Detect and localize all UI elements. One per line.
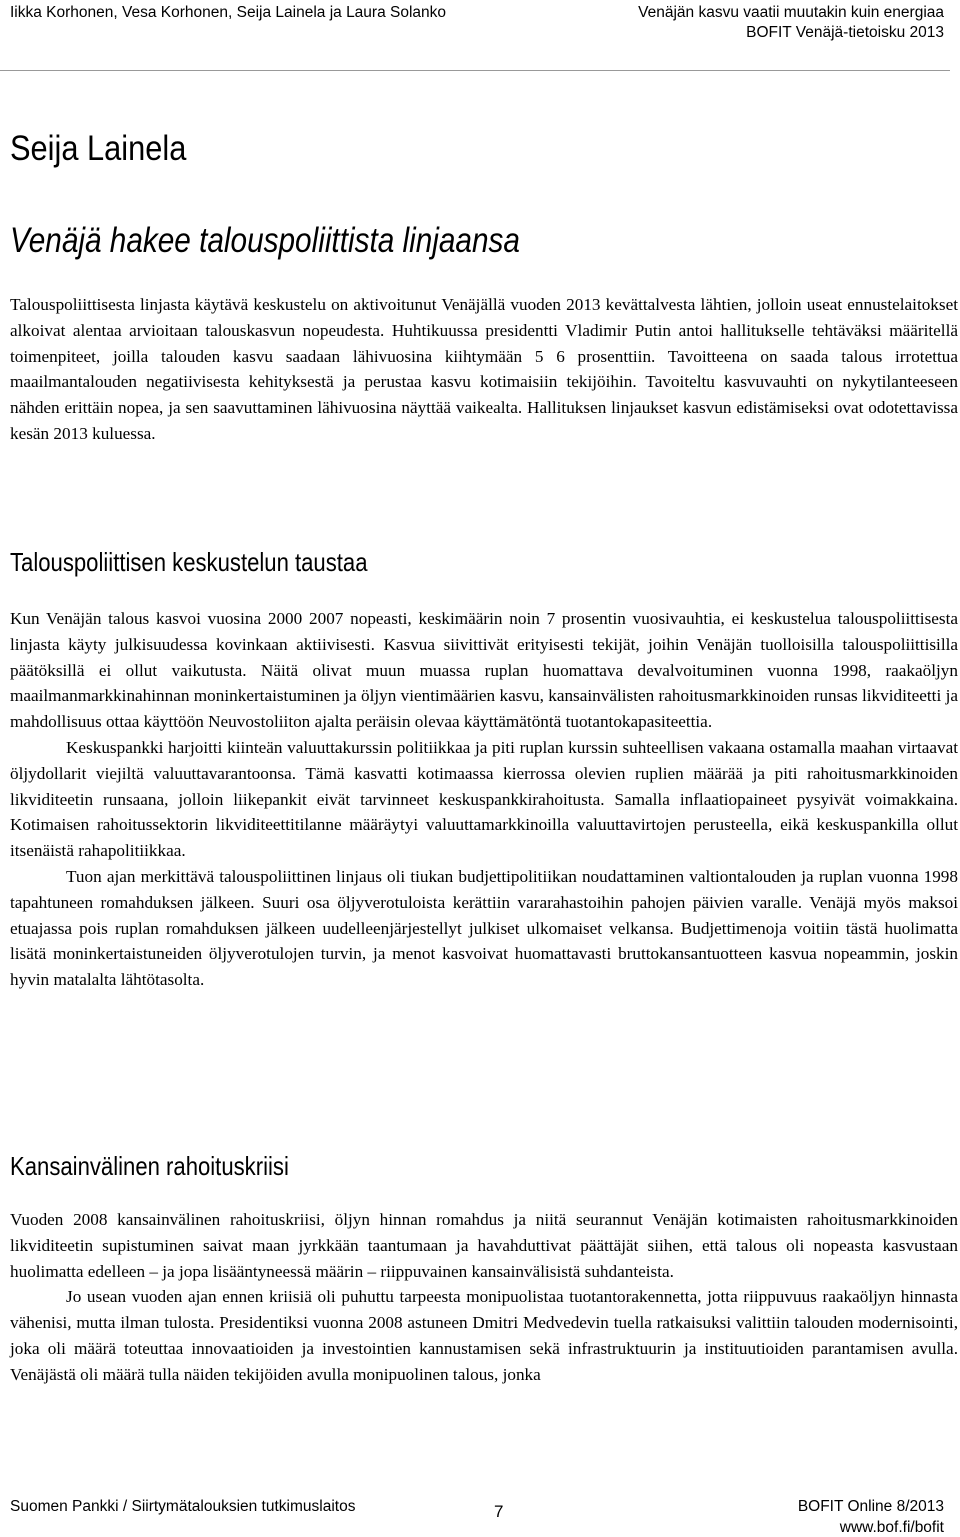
article-title: Venäjä hakee talouspoliittista linjaansa <box>10 221 520 260</box>
header-authors: Iikka Korhonen, Vesa Korhonen, Seija Lainela ja Laura Solanko <box>10 4 447 21</box>
section-heading-background: Talouspoliittisen keskustelun taustaa <box>10 547 368 577</box>
body-paragraph: Jo usean vuoden ajan ennen kriisiä oli puhuttu tarpeesta monipuolistaa tuotantorakennetta, jotta riippuvuus raakaöljyn hinnasta vähenisi, mutta ilman tulosta. Presidentiksi vuonna 2008 astuneen Dmitri Medvedevin tuella ratkaisuksi valittiin talouden modernisointi, joka oli määrä toteuttaa innovaatioiden ja investointien kannustamisen sekä infrastruktuurin ja instituutioiden parantamisen avulla. Venäjästä oli määrä tulla näiden tekijöiden avulla monipuolinen talous, jonka <box>10 1287 958 1384</box>
section-heading-crisis: Kansainvälinen rahoituskriisi <box>10 1151 289 1181</box>
body-paragraph: Tuon ajan merkittävä talouspoliittinen linjaus oli tiukan budjettipolitiikan noudattaminen valtiontalouden ja ruplan vuonna 1998 tapahtuneen romahduksen jälkeen. Suuri osa öljyverotuloista kerättiin vararahastoihin pahojen päivien varalle. Venäjä myös maksoi etuajassa pois ruplan romahduksen jälkeen uudelleenjärjestellyt julkiset ulkomaiset velkansa. Budjettimenoja voitiin tästä huolimatta lisätä moninkertaistuneiden öljyverotulojen turvin, ja menot kasvoivat huomattavasti bruttokansantuotteen kasvua nopeammin, joskin hyvin matalalta lähtötasolta. <box>10 866 958 990</box>
header-rule <box>0 70 950 71</box>
page-footer <box>0 1490 960 1534</box>
section-crisis-body <box>10 1207 958 1388</box>
article-author: Seija Lainela <box>10 129 187 168</box>
body-paragraph: Vuoden 2008 kansainvälinen rahoituskriisi, öljyn hinnan romahdus ja niitä seurannut Venäjän kotimaisten rahoitusmarkkinoiden likviditeetin supistuminen saivat maan jyrkkään taantumaan ja havahduttivat päättäjät siihen, että talous oli nopeasta kasvustaan huolimatta edelleen – ja jopa lisääntyneessä määrin – riippuvainen kansainvälisistä suhdanteista. <box>10 1210 958 1281</box>
intro-block <box>10 292 958 447</box>
header-series: BOFIT Venäjä-tietoisku 2013 <box>746 24 944 41</box>
footer-institution: Suomen Pankki / Siirtymätalouksien tutkimuslaitos <box>10 1498 356 1515</box>
section-background-body <box>10 606 958 993</box>
page-number: 7 <box>494 1502 504 1521</box>
intro-paragraph: Talouspoliittisesta linjasta käytävä keskustelu on aktivoitunut Venäjällä vuoden 2013 kevättalvesta lähtien, jolloin useat ennustelaitokset alkoivat alentaa arvioitaan talouskasvun nopeudesta. Huhtikuussa presidentti Vladimir Putin antoi hallitukselle tehtäväksi määritellä toimenpiteet, joilla talouden kasvu saadaan lähivuosina kiihtymään 5 6 prosenttiin. Tavoitteena on saada talous irrotettua maailmantalouden negatiivisesta kehityksestä ja perustaa kasvu kotimaisiin tekijöihin. Tavoiteltu kasvuvauhti on nykytilanteeseen nähden erittäin nopea, ja sen saavuttaminen lähivuosina näyttää vaikealta. Hallituksen linjaukset kasvun edistämiseksi ovat odotettavissa kesän 2013 kuluessa. <box>10 295 958 443</box>
header-report-title: Venäjän kasvu vaatii muutakin kuin energiaa <box>638 4 944 21</box>
page-header <box>0 0 960 72</box>
body-paragraph: Kun Venäjän talous kasvoi vuosina 2000 2007 nopeasti, keskimäärin noin 7 prosentin vuosivauhtia, ei keskustelua talouspoliittisesta linjasta käyty julkisuudessa kovinkaan aktiivisesti. Kasvua siivittivät erityisesti tekijät, joihin Venäjän tuolloisilla talouspoliittisilla päätöksillä ei ollut vaikutusta. Näitä olivat muun muassa ruplan huomattava devalvoituminen vuonna 1998, raakaöljyn maailmanmarkkinahinnan moninkertaistuminen ja öljyn vientimäärien kasvu, kansainvälisten rahoitusmarkkinoiden runsas likviditeetti ja mahdollisuus ottaa käyttöön Neuvostoliiton ajalta peräisin olevaa käyttämätöntä tuotantokapasiteettia. <box>10 609 958 732</box>
footer-publication: BOFIT Online 8/2013 <box>797 1498 944 1515</box>
footer-website: www.bof.fi/bofit <box>839 1519 944 1536</box>
body-paragraph: Keskuspankki harjoitti kiinteän valuuttakurssin politiikkaa ja piti ruplan kurssin suhteellisen vakaana ostamalla maahan virtaavat öljydollarit viejiltä valuuttavarantoonsa. Tämä kasvatti kotimaassa kierrossa olevien ruplien määrää ja piti rahoitusmarkkinoiden likviditeetin runsaana, jolloin liikepankit eivät tarvinneet keskuspankkirahoitusta. Samalla inflaatiopaineet pysyivät voimakkaina. Kotimaisen rahoitussektorin likviditeettitilanne määräytyi valuuttamarkkinoilla valuuttavirtojen perusteella, eikä keskuspankilla ollut itsenäistä rahapolitiikkaa. <box>10 737 958 861</box>
